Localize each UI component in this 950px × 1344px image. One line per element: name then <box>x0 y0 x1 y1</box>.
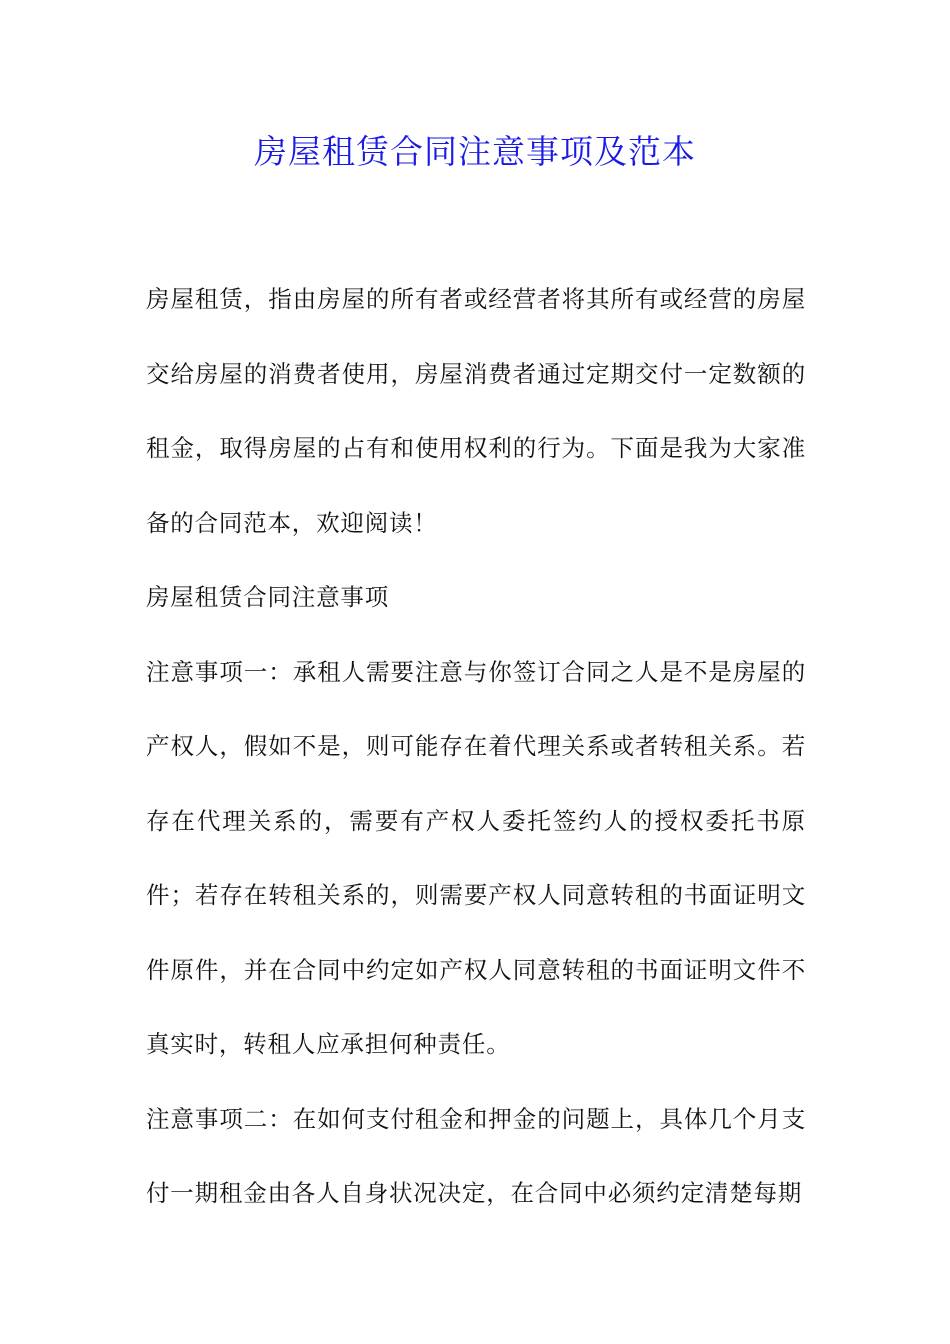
document-body <box>146 262 806 1231</box>
section-heading: 房屋租赁合同注意事项 <box>146 583 389 611</box>
document-title: 房屋租赁合同注意事项及范本 <box>254 132 696 171</box>
intro-paragraph: 房屋租赁，指由房屋的所有者或经营者将其所有或经营的房屋交给房屋的消费者使用，房屋消费者通过定期交付一定数额的租金，取得房屋的占有和使用权利的行为。下面是我为大家准备的合同范本，欢迎阅读！ <box>146 285 806 537</box>
note-two-paragraph: 注意事项二：在如何支付租金和押金的问题上，具体几个月支付一期租金由各人自身状况决定，在合同中必须约定清楚每期 <box>146 1104 806 1207</box>
note-one-paragraph: 注意事项一：承租人需要注意与你签订合同之人是不是房屋的产权人，假如不是，则可能存在着代理关系或者转租关系。若存在代理关系的，需要有产权人委托签约人的授权委托书原件；若存在转租关系的，则需要产权人同意转租的书面证明文件原件，并在合同中约定如产权人同意转租的书面证明文件不真实时，转租人应承担何种责任。 <box>146 657 806 1058</box>
